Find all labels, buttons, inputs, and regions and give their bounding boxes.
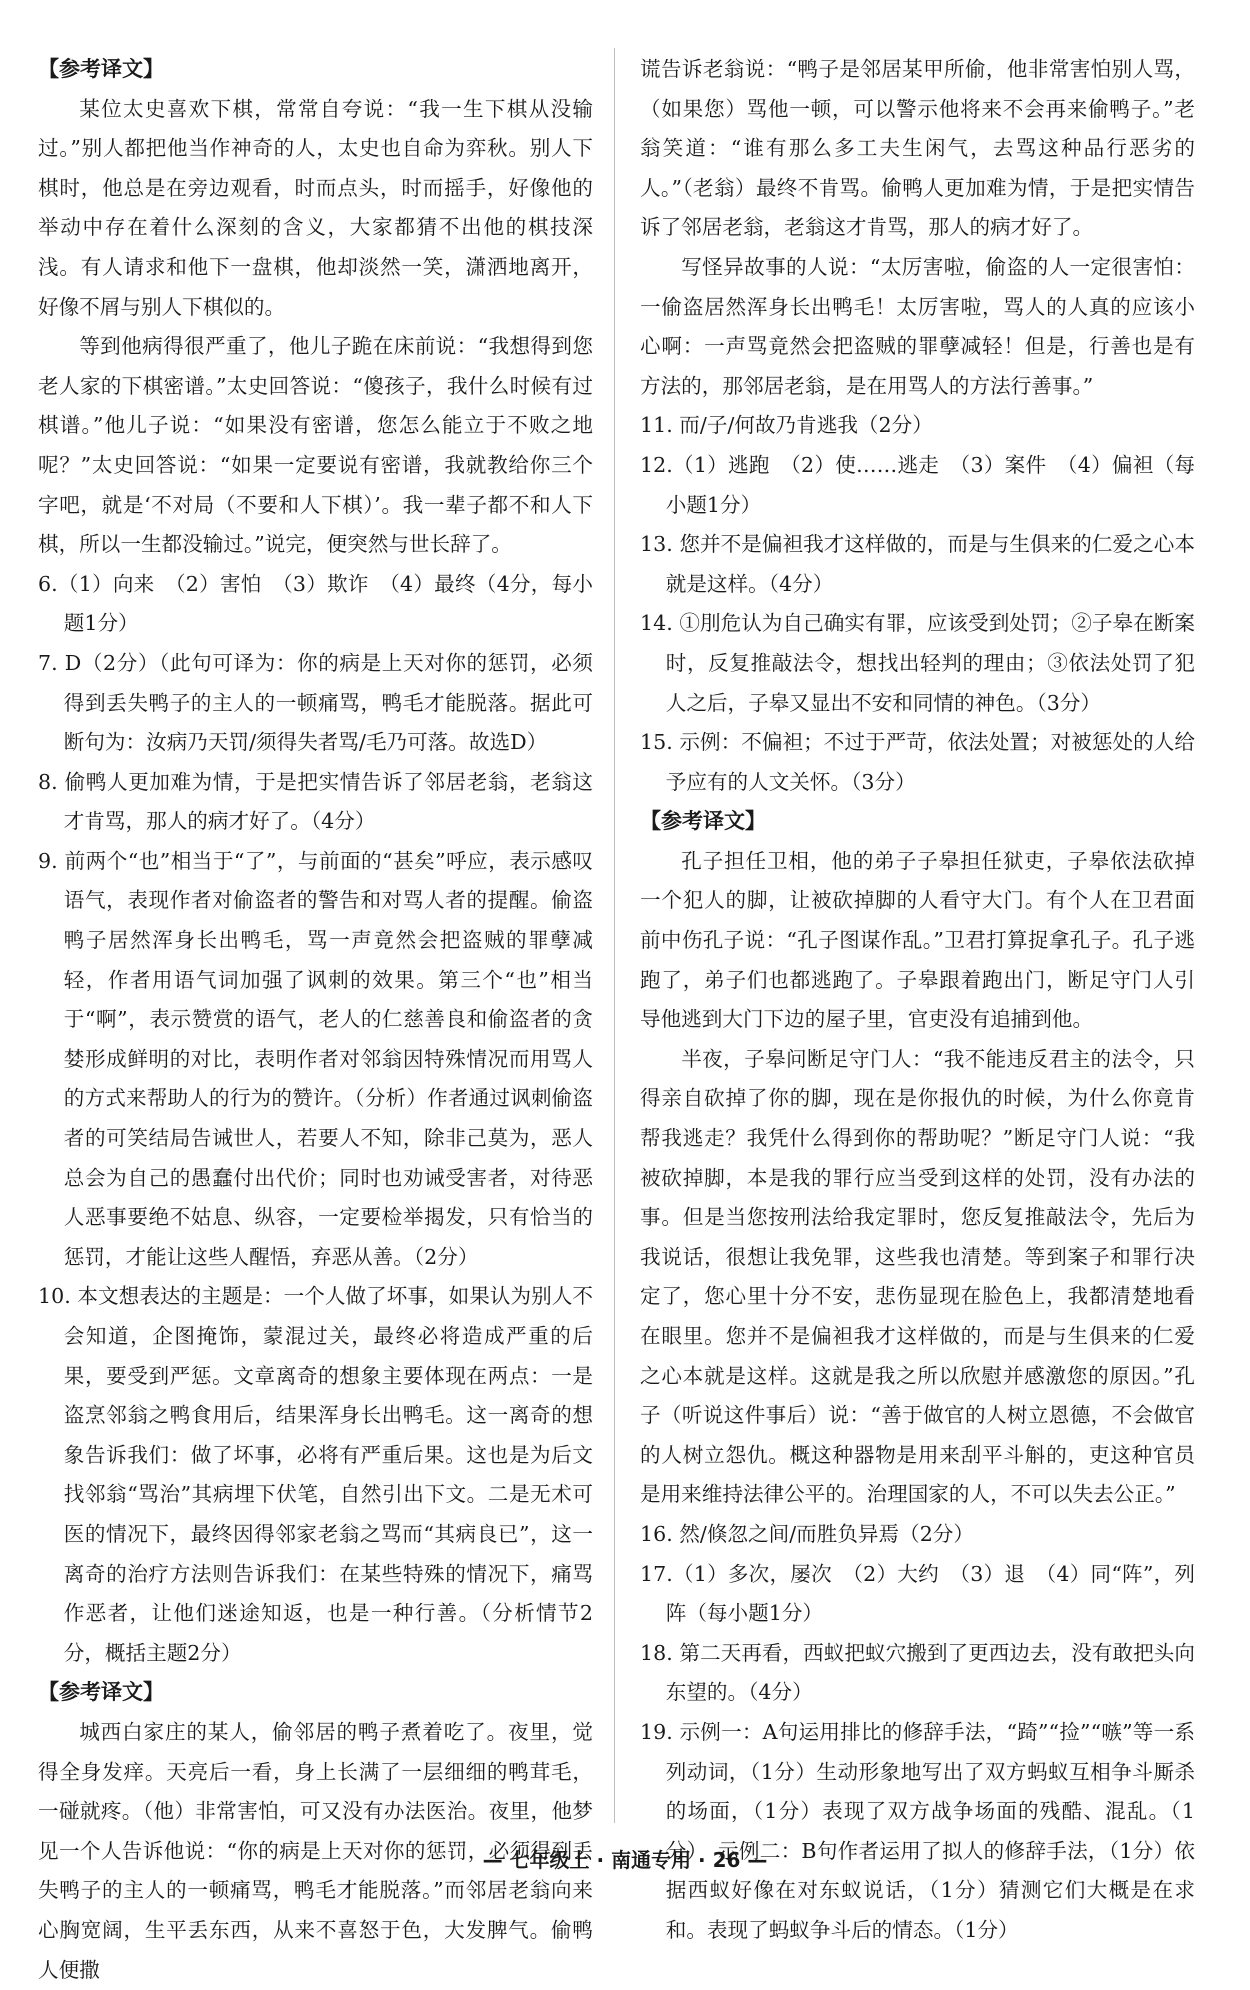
- translation-paragraph: 城西白家庄的某人，偷邻居的鸭子煮着吃了。夜里，觉得全身发痒。天亮后一看，身上长满了一层细细的鸭茸毛，一碰就疼。（他）非常害怕，可又没有办法医治。夜里，他梦见一个人告诉他说：“你的病是上天对你的惩罚，必须得到丢失鸭子的主人的一顿痛骂，鸭毛才能脱落。”而邻居老翁向来心胸宽阔，生平丢东西，从来不喜怒于色，大发脾气。偷鸭人便撒: [38, 1719, 593, 1982]
- translation-paragraph: 半夜，子皋问断足守门人：“我不能违反君主的法令，只得亲自砍掉了你的脚，现在是你报仇的时候，为什么你竟肯帮我逃走？我凭什么得到你的帮助呢？”断足守门人说：“我被砍掉脚，本是我的罪行应当受到这样的处罚，没有办法的事。但是当您按刑法给我定罪时，您反复推敲法令，先后为我说话，很想让我免罪，这些我也清楚。等到案子和罪行决定了，您心里十分不安，悲伤显现在脸色上，我都清楚地看在眼里。您并不是偏袒我才这样做的，而是与生俱来的仁爱之心本就是这样。这就是我之所以欣慰并感激您的原因。”孔子（听说这件事后）说：“善于做官的人树立恩德，不会做官的人树立怨仇。概这种器物是用来刮平斗斛的，吏这种官员是用来维持法律公平的。治理国家的人，不可以失去公正。”: [640, 1046, 1195, 1507]
- left-column: [38, 50, 593, 1990]
- translation-paragraph: 某位太史喜欢下棋，常常自夸说：“我一生下棋从没输过。”别人都把他当作神奇的人，太史也自命为弈秋。别人下棋时，他总是在旁边观看，时而点头，时而摇手，好像他的举动中存在着什么深刻的含义，大家都猜不出他的棋技深浅。有人请求和他下一盘棋，他却淡然一笑，潇洒地离开，好像不屑与别人下棋似的。: [38, 96, 593, 319]
- answer-item-18: 18. 第二天再看，西蚁把蚁穴搬到了更西边去，没有敢把头向东望的。（4分）: [640, 1640, 1195, 1705]
- answer-item-10: 10. 本文想表达的主题是：一个人做了坏事，如果认为别人不会知道，企图掩饰，蒙混过关，最终必将造成严重的后果，要受到严惩。文章离奇的想象主要体现在两点：一是盗烹邻翁之鸭食用后，结果浑身长出鸭毛。这一离奇的想象告诉我们：做了坏事，必将有严重后果。这也是为后文找邻翁“骂治”其病埋下伏笔，自然引出下文。二是无术可医的情况下，最终因得邻家老翁之骂而“其病良已”，这一离奇的治疗方法则告诉我们：在某些特殊的情况下，痛骂作恶者，让他们迷途知返，也是一种行善。（分析情节2分，概括主题2分）: [38, 1284, 593, 1665]
- answer-item-6: 6.（1）向来 （2）害怕 （3）欺诈 （4）最终（4分，每小题1分）: [38, 571, 593, 636]
- answer-item-8: 8. 偷鸭人更加难为情，于是把实情告诉了邻居老翁，老翁这才肯骂，那人的病才好了。（4分）: [38, 769, 593, 834]
- answer-item-15: 15. 示例：不偏袒；不过于严苛，依法处置；对被惩处的人给予应有的人文关怀。（3分）: [640, 730, 1195, 794]
- translation-header: 【参考译文】: [38, 1680, 164, 1705]
- answer-item-11: 11. 而/子/何故乃肯逃我（2分）: [640, 413, 933, 438]
- translation-header: 【参考译文】: [38, 57, 164, 81]
- page-footer: — 七年级上 · 南通专用 · 26 —: [482, 1848, 768, 1872]
- answer-item-13: 13. 您并不是偏袒我才这样做的，而是与生俱来的仁爱之心本就是这样。（4分）: [640, 532, 1195, 596]
- column-divider: [614, 48, 615, 1823]
- right-column: [640, 50, 1195, 1951]
- answer-item-14: 14. ①刖危认为自己确实有罪，应该受到处罚；②子皋在断案时，反复推敲法令，想找出轻判的理由；③依法处罚了犯人之后，子皋又显出不安和同情的神色。（3分）: [640, 611, 1195, 715]
- answer-item-9: 9. 前两个“也”相当于“了”，与前面的“甚矣”呼应，表示感叹语气，表现作者对偷盗者的警告和对骂人者的提醒。偷盗鸭子居然浑身长出鸭毛，骂一声竟然会把盗贼的罪孽减轻，作者用语气词加强了讽刺的效果。第三个“也”相当于“啊”，表示赞赏的语气，老人的仁慈善良和偷盗者的贪婪形成鲜明的对比，表明作者对邻翁因特殊情况而用骂人的方式来帮助人的行为的赞许。（分析）作者通过讽刺偷盗者的可笑结局告诫世人，若要人不知，除非己莫为，恶人总会为自己的愚蠢付出代价；同时也劝诫受害者，对待恶人恶事要绝不姑息、纵容，一定要检举揭发，只有恰当的惩罚，才能让这些人醒悟，弃恶从善。（2分）: [38, 848, 593, 1269]
- answer-item-17: 17.（1）多次，屡次 （2）大约 （3）退 （4）同“阵”，列阵（每小题1分）: [640, 1561, 1195, 1626]
- translation-paragraph: 等到他病得很严重了，他儿子跪在床前说：“我想得到您老人家的下棋密谱。”太史回答说：“傻孩子，我什么时候有过棋谱。”他儿子说：“如果没有密谱，您怎么能立于不败之地呢？”太史回答说：“如果一定要说有密谱，我就教给你三个字吧，就是‘不对局（不要和人下棋）’。我一辈子都不和人下棋，所以一生都没输过。”说完，便突然与世长辞了。: [38, 334, 593, 557]
- translation-paragraph: 孔子担任卫相，他的弟子子皋担任狱吏，子皋依法砍掉一个犯人的脚，让被砍掉脚的人看守大门。有个人在卫君面前中伤孔子说：“孔子图谋作乱。”卫君打算捉拿孔子。孔子逃跑了，弟子们也都逃跑了。子皋跟着跑出门，断足守门人引导他逃到大门下边的屋子里，官吏没有追捕到他。: [640, 848, 1195, 1032]
- translation-header: 【参考译文】: [640, 809, 766, 834]
- translation-paragraph: 写怪异故事的人说：“太厉害啦，偷盗的人一定很害怕：一偷盗居然浑身长出鸭毛！太厉害啦，骂人的人真的应该小心啊：一声骂竟然会把盗贼的罪孽减轻！但是，行善也是有方法的，那邻居老翁，是在用骂人的方法行善事。”: [640, 254, 1195, 398]
- answer-item-12: 12.（1）逃跑 （2）使……逃走 （3）案件 （4）偏袒（每小题1分）: [640, 452, 1195, 517]
- answer-item-16: 16. 然/倏忽之间/而胜负异焉（2分）: [640, 1521, 974, 1546]
- answer-item-7: 7. D（2分）（此句可译为：你的病是上天对你的惩罚，必须得到丢失鸭子的主人的一顿痛骂，鸭毛才能脱落。据此可断句为：汝病乃天罚/须得失者骂/毛乃可落。故选D）: [38, 650, 593, 755]
- answer-item-19: 19. 示例一：A句运用排比的修辞手法，“踦”“捡”“嗾”等一系列动词，（1分）生动形象地写出了双方蚂蚁互相争斗厮杀的场面，（1分）表现了双方战争场面的残酷、混乱。（1分） 示例二：B句作者运用了拟人的修辞手法，（1分）依据西蚁好像在对东蚁说话，（1分）猜测它们大概是在求和。表现了蚂蚁争斗后的情态。（1分）: [640, 1719, 1195, 1942]
- translation-paragraph: 谎告诉老翁说：“鸭子是邻居某甲所偷，他非常害怕别人骂，（如果您）骂他一顿，可以警示他将来不会再来偷鸭子。”老翁笑道：“谁有那么多工夫生闲气，去骂这种品行恶劣的人。”（老翁）最终不肯骂。偷鸭人更加难为情，于是把实情告诉了邻居老翁，老翁这才肯骂，那人的病才好了。: [640, 57, 1195, 240]
